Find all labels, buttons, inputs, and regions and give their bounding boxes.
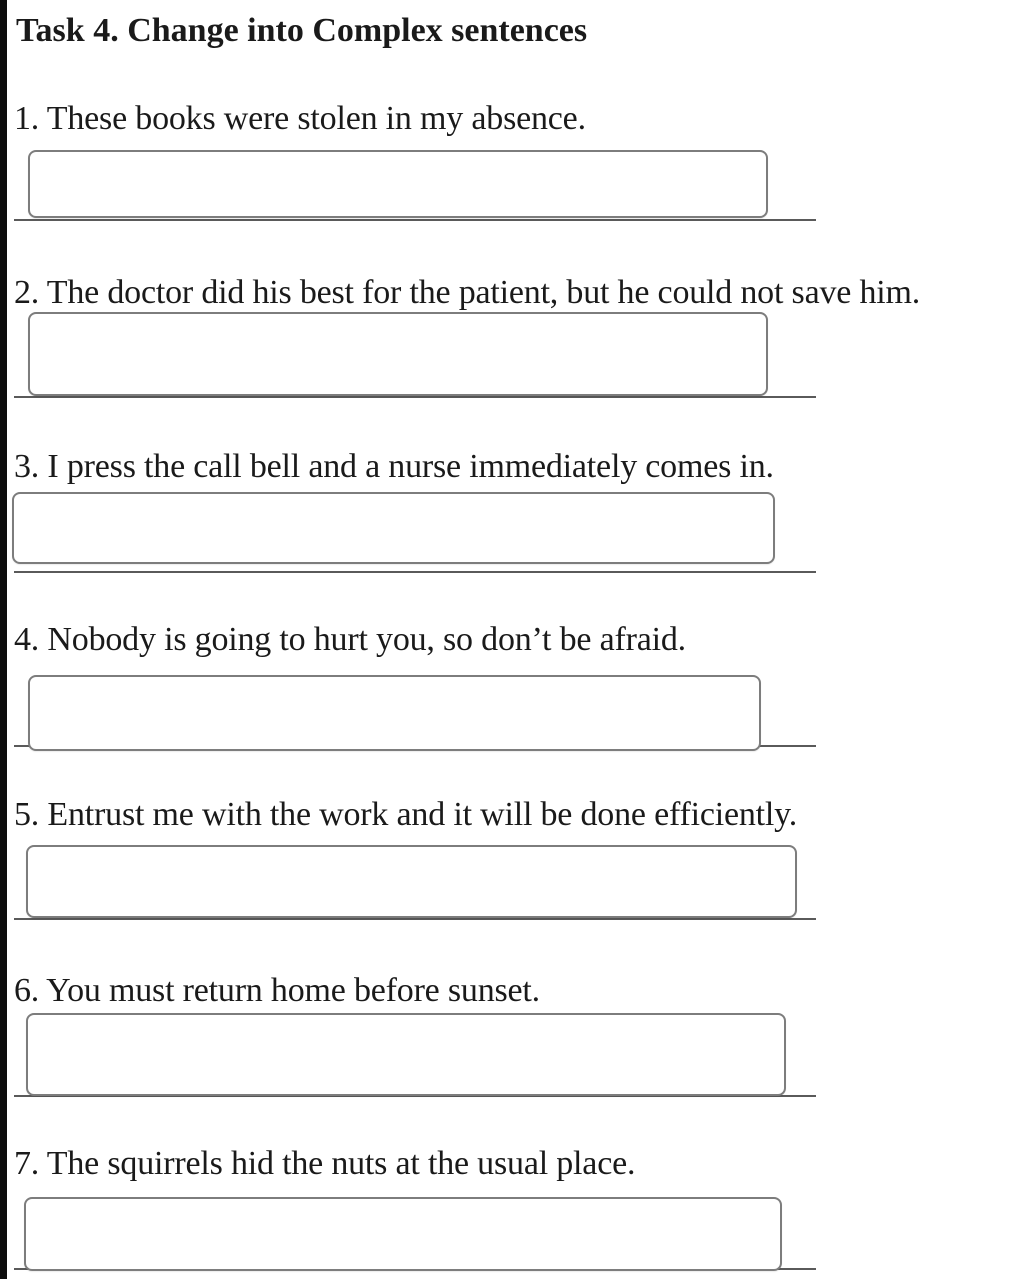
- question-6-text: You must return home before sunset.: [46, 972, 540, 1009]
- answer-line-2: [14, 396, 816, 398]
- question-2-text: The doctor did his best for the patient, but he could not save him.: [46, 274, 921, 311]
- answer-box-3[interactable]: [12, 492, 775, 564]
- answer-box-5[interactable]: [26, 845, 797, 918]
- answer-line-1: [14, 219, 816, 221]
- question-4-text: Nobody is going to hurt you, so don’t be afraid.: [47, 621, 686, 658]
- question-3-number: 3.: [14, 448, 40, 485]
- question-4-number: 4.: [14, 621, 40, 658]
- question-1-text: These books were stolen in my absence.: [46, 100, 586, 137]
- task-title: Task 4. Change into Complex sentences: [16, 12, 588, 49]
- question-5-text: Entrust me with the work and it will be done efficiently.: [47, 796, 798, 833]
- question-4: [14, 617, 686, 663]
- answer-line-5: [14, 918, 816, 920]
- answer-box-4[interactable]: [28, 675, 761, 751]
- question-6: [14, 968, 540, 1014]
- question-2-number: 2.: [14, 274, 40, 311]
- question-2: [14, 270, 920, 316]
- answer-box-1[interactable]: [28, 150, 768, 218]
- question-6-number: 6.: [14, 972, 40, 1009]
- answer-box-7[interactable]: [24, 1197, 782, 1271]
- question-5-number: 5.: [14, 796, 40, 833]
- question-3: [14, 444, 774, 490]
- question-3-text: I press the call bell and a nurse immediately comes in.: [47, 448, 774, 485]
- left-edge-bar: [0, 0, 7, 1279]
- question-1: [14, 96, 586, 142]
- answer-box-6[interactable]: [26, 1013, 786, 1096]
- answer-box-2[interactable]: [28, 312, 768, 396]
- question-7-number: 7.: [14, 1145, 40, 1182]
- question-5: [14, 792, 797, 838]
- question-7: [14, 1141, 635, 1187]
- question-1-number: 1.: [14, 100, 40, 137]
- question-7-text: The squirrels hid the nuts at the usual place.: [46, 1145, 636, 1182]
- answer-line-3: [14, 571, 816, 573]
